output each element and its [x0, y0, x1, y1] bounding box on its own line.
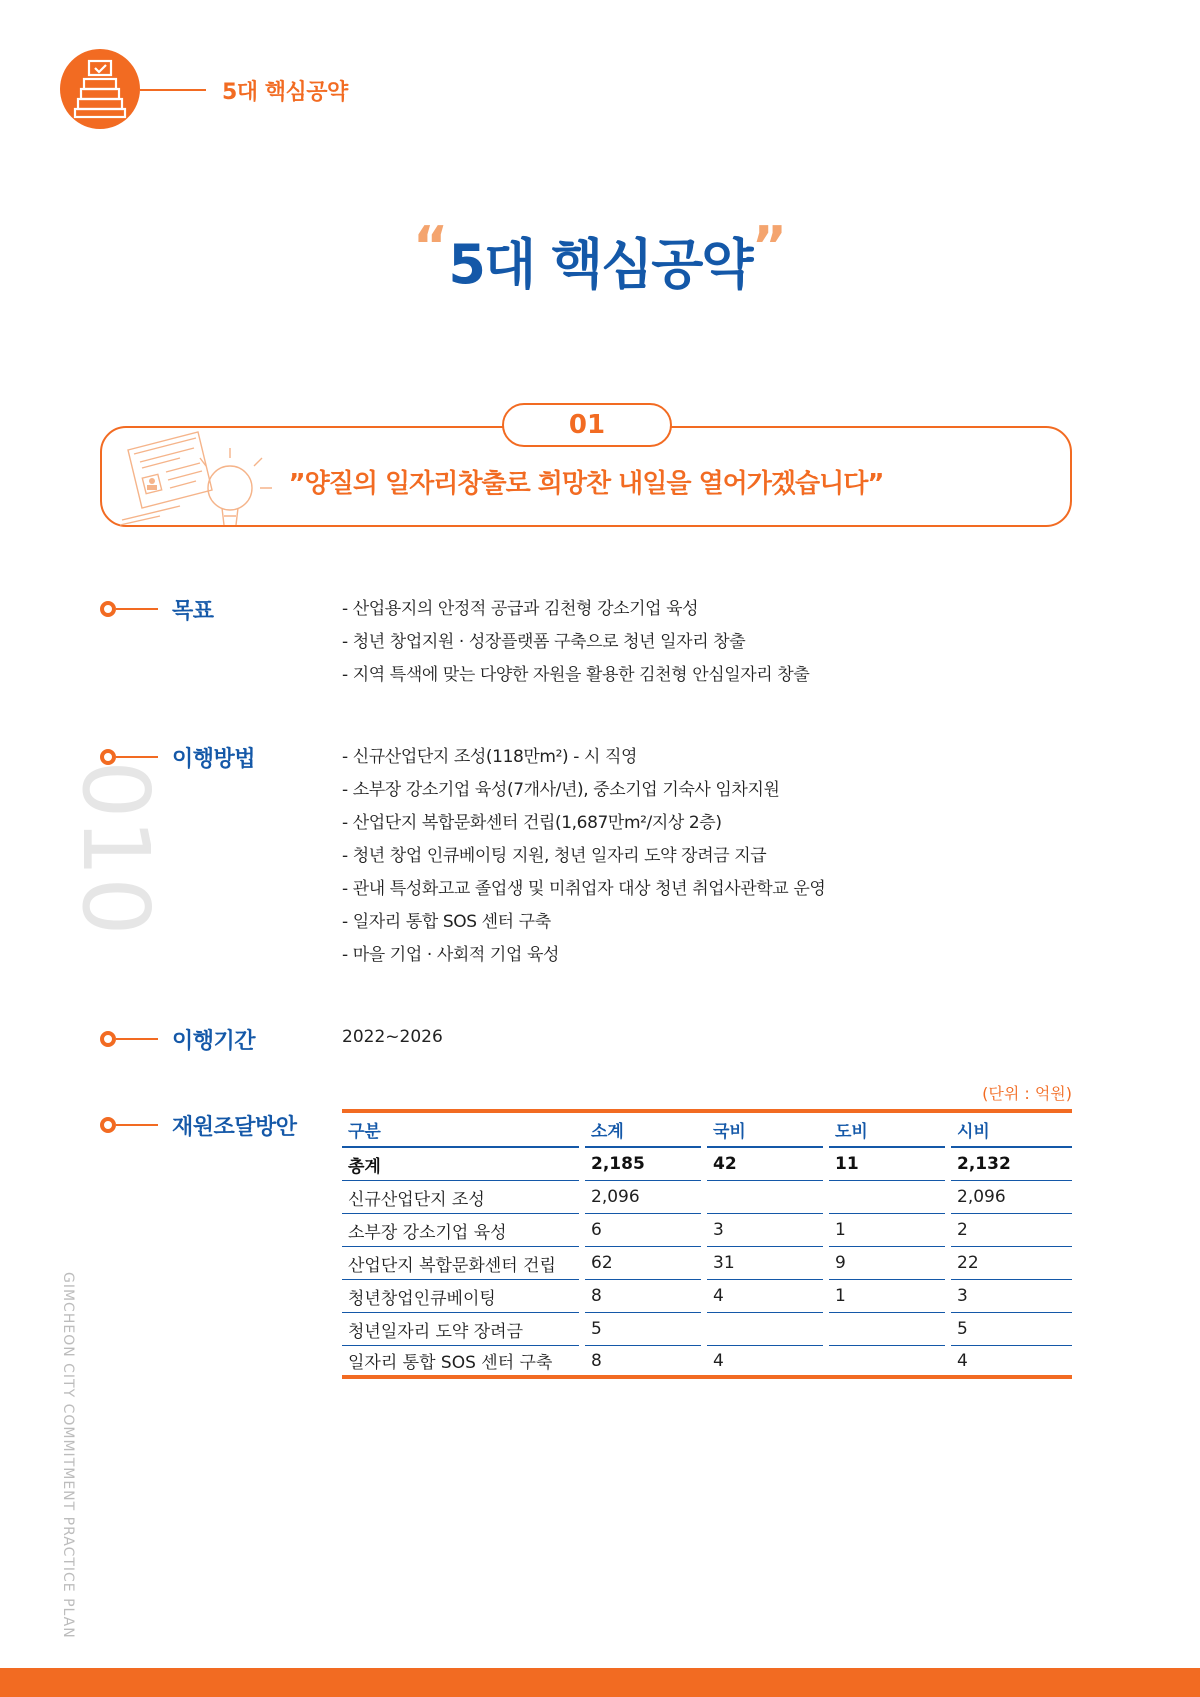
- table-cell: 42: [707, 1148, 823, 1181]
- table-row: [342, 1214, 1072, 1247]
- header-title: 5대 핵심공약: [222, 80, 348, 105]
- ring-bullet-icon: [100, 1031, 116, 1047]
- table-cell: 2,096: [585, 1181, 701, 1214]
- table-cell: [829, 1346, 945, 1379]
- label-connector: [116, 756, 158, 758]
- funding-label: 재원조달방안: [172, 1115, 297, 1140]
- table-cell: 8: [585, 1346, 701, 1379]
- table-row: [342, 1280, 1072, 1313]
- table-cell: 2,096: [951, 1181, 1072, 1214]
- table-row: [342, 1313, 1072, 1346]
- table-cell: 2,185: [585, 1148, 701, 1181]
- table-cell: 22: [951, 1247, 1072, 1280]
- table-row-total: [342, 1148, 1072, 1181]
- header-badge: [60, 49, 140, 129]
- pledge-slogan: ”양질의 일자리창출로 희망찬 내일을 열어가겠습니다”: [288, 469, 884, 499]
- method-label: 이행방법: [172, 747, 256, 772]
- table-cell: 청년일자리 도약 장려금: [342, 1313, 579, 1346]
- table-cell: 5: [951, 1313, 1072, 1346]
- table-cell: 4: [707, 1280, 823, 1313]
- table-cell: [829, 1313, 945, 1346]
- table-cell: 2,132: [951, 1148, 1072, 1181]
- header-connector-line: [140, 89, 206, 91]
- table-row: [342, 1247, 1072, 1280]
- table-cell: 31: [707, 1247, 823, 1280]
- main-title-block: [0, 215, 1200, 299]
- table-cell: 8: [585, 1280, 701, 1313]
- method-list: [342, 741, 825, 972]
- column-header: 국비: [707, 1109, 823, 1148]
- table-cell: 62: [585, 1247, 701, 1280]
- funding-table: [342, 1109, 1072, 1379]
- page-title: 5대 핵심공약: [448, 233, 752, 296]
- open-quote: “: [412, 215, 449, 278]
- list-item: - 관내 특성화고교 졸업생 및 미취업자 대상 청년 취업사관학교 운영: [342, 873, 825, 906]
- table-cell: 청년창업인큐베이팅: [342, 1280, 579, 1313]
- column-header: 구분: [342, 1109, 579, 1148]
- table-cell: 4: [707, 1346, 823, 1379]
- footer-bar: [0, 1668, 1200, 1697]
- page-number-text: 010: [62, 760, 169, 936]
- list-item: - 소부장 강소기업 육성(7개사/년), 중소기업 기숙사 임차지원: [342, 774, 825, 807]
- table-cell: 11: [829, 1148, 945, 1181]
- period-value: 2022~2026: [342, 1027, 443, 1047]
- list-item: - 일자리 통합 SOS 센터 구축: [342, 906, 825, 939]
- label-connector: [116, 608, 158, 610]
- close-quote: ”: [751, 215, 788, 278]
- table-cell: 1: [829, 1214, 945, 1247]
- label-connector: [116, 1124, 158, 1126]
- table-cell: 신규산업단지 조성: [342, 1181, 579, 1214]
- list-item: - 지역 특색에 맞는 다양한 자원을 활용한 김천형 안심일자리 창출: [342, 659, 809, 692]
- table-cell: 3: [951, 1280, 1072, 1313]
- table-row: [342, 1346, 1072, 1379]
- table-cell: 6: [585, 1214, 701, 1247]
- table-row: [342, 1181, 1072, 1214]
- label-connector: [116, 1038, 158, 1040]
- page-number: [0, 760, 169, 940]
- table-cell: 총계: [342, 1148, 579, 1181]
- table-cell: [707, 1313, 823, 1346]
- table-cell: 9: [829, 1247, 945, 1280]
- list-item: - 청년 창업 인큐베이팅 지원, 청년 일자리 도약 장려금 지급: [342, 840, 825, 873]
- table-cell: 소부장 강소기업 육성: [342, 1214, 579, 1247]
- table-cell: 일자리 통합 SOS 센터 구축: [342, 1346, 579, 1379]
- unit-note: (단위 : 억원): [982, 1084, 1072, 1103]
- goal-list: [342, 593, 809, 692]
- period-label: 이행기간: [172, 1029, 256, 1054]
- list-item: - 청년 창업지원 · 성장플랫폼 구축으로 청년 일자리 창출: [342, 626, 809, 659]
- table-cell: [829, 1181, 945, 1214]
- table-cell: 5: [585, 1313, 701, 1346]
- pledge-number: 01: [502, 403, 672, 447]
- table-cell: 1: [829, 1280, 945, 1313]
- list-item: - 산업단지 복합문화센터 건립(1,687만m²/지상 2층): [342, 807, 825, 840]
- table-cell: 2: [951, 1214, 1072, 1247]
- table-cell: 산업단지 복합문화센터 건립: [342, 1247, 579, 1280]
- ring-bullet-icon: [100, 601, 116, 617]
- column-header: 시비: [951, 1109, 1072, 1148]
- column-header: 소계: [585, 1109, 701, 1148]
- list-item: - 산업용지의 안정적 공급과 김천형 강소기업 육성: [342, 593, 809, 626]
- ballot-box-icon: [60, 49, 140, 129]
- table-cell: 4: [951, 1346, 1072, 1379]
- column-header: 도비: [829, 1109, 945, 1148]
- goal-label: 목표: [172, 599, 214, 624]
- ring-bullet-icon: [100, 1117, 116, 1133]
- table-header-row: [342, 1109, 1072, 1148]
- table-cell: [707, 1181, 823, 1214]
- list-item: - 마을 기업 · 사회적 기업 육성: [342, 939, 825, 972]
- side-vertical-text: GIMCHEON CITY COMMITMENT PRACTICE PLAN: [60, 1272, 76, 1639]
- table-cell: 3: [707, 1214, 823, 1247]
- list-item: - 신규산업단지 조성(118만m²) - 시 직영: [342, 741, 825, 774]
